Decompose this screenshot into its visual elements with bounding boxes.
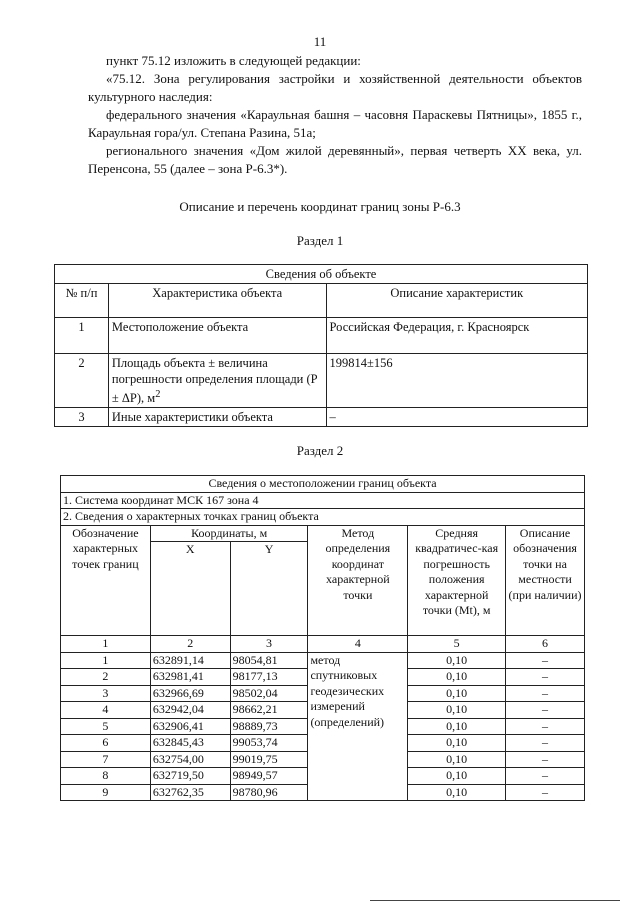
header-description: Описание характеристик [326, 284, 587, 318]
coord-x: 632906,41 [150, 718, 230, 735]
col-number: 2 [150, 636, 230, 653]
intro-line-1: пункт 75.12 изложить в следующей редакции: [106, 53, 361, 68]
row-description: 199814±156 [326, 354, 587, 408]
point-number: 3 [61, 685, 151, 702]
point-description: – [506, 735, 585, 752]
col-number: 6 [506, 636, 585, 653]
mt-value: 0,10 [408, 735, 506, 752]
point-description: – [506, 702, 585, 719]
header-point-description: Описание обозначения точки на местности (при наличии) [506, 525, 585, 636]
mt-value: 0,10 [408, 784, 506, 801]
row-num: 1 [55, 318, 109, 354]
coord-x: 632762,35 [150, 784, 230, 801]
object-info-table [54, 264, 588, 427]
point-number: 4 [61, 702, 151, 719]
row-num: 3 [55, 408, 109, 427]
coord-x: 632966,69 [150, 685, 230, 702]
point-description: – [506, 685, 585, 702]
coord-x: 632719,50 [150, 768, 230, 785]
point-description: – [506, 718, 585, 735]
footer-divider [370, 900, 620, 901]
point-description: – [506, 751, 585, 768]
coord-y: 98889,73 [230, 718, 308, 735]
col-number: 5 [408, 636, 506, 653]
coord-x: 632845,43 [150, 735, 230, 752]
header-x: X [150, 542, 230, 636]
row-characteristic: Иные характеристики объекта [108, 408, 326, 427]
coord-y: 98177,13 [230, 669, 308, 686]
mt-value: 0,10 [408, 652, 506, 669]
zone-heading: Описание и перечень координат границ зоны Р-6.3 [179, 199, 461, 214]
boundary-points-table [60, 475, 585, 801]
point-number: 7 [61, 751, 151, 768]
intro-line-4: регионального значения «Дом жилой деревянный», первая четверть XX века, ул. Перенсона, 55 (далее – зона Р-6.3*). [88, 143, 582, 176]
section1-title: Раздел 1 [296, 233, 344, 248]
table-row [61, 652, 585, 669]
object-table-title: Сведения об объекте [55, 265, 588, 284]
mt-value: 0,10 [408, 751, 506, 768]
header-y: Y [230, 542, 308, 636]
header-coordinates: Координаты, м [150, 525, 308, 542]
coord-y: 99053,74 [230, 735, 308, 752]
row-characteristic: Местоположение объекта [108, 318, 326, 354]
point-number: 5 [61, 718, 151, 735]
coord-x: 632981,41 [150, 669, 230, 686]
header-error: Средняя квадратичес-кая погрешность положения характерной точки (Mt), м [408, 525, 506, 636]
coord-y: 98054,81 [230, 652, 308, 669]
area-label: Площадь объекта ± величина погрешности определения площади (P ± ΔP), м [111, 356, 318, 406]
mt-value: 0,10 [408, 718, 506, 735]
intro-line-3: федерального значения «Караульная башня – часовня Параскевы Пятницы», 1855 г., Караульная гора/ул. Степана Разина, 51а; [88, 107, 582, 140]
header-num: № п/п [55, 284, 109, 318]
page-number: 11 [313, 34, 327, 49]
col-number: 3 [230, 636, 308, 653]
coord-y: 99019,75 [230, 751, 308, 768]
coordinate-system: 1. Система координат МСК 167 зона 4 [61, 492, 585, 509]
area-unit-superscript: 2 [155, 389, 161, 400]
col-number: 4 [308, 636, 408, 653]
coord-y: 98949,57 [230, 768, 308, 785]
method-cell: метод спутниковых геодезических измерений (определений) [308, 652, 408, 801]
point-number: 1 [61, 652, 151, 669]
mt-value: 0,10 [408, 685, 506, 702]
coord-x: 632891,14 [150, 652, 230, 669]
point-description: – [506, 784, 585, 801]
coord-x: 632754,00 [150, 751, 230, 768]
coord-y: 98662,21 [230, 702, 308, 719]
point-number: 9 [61, 784, 151, 801]
col-number: 1 [61, 636, 151, 653]
mt-value: 0,10 [408, 702, 506, 719]
point-description: – [506, 669, 585, 686]
row-description: Российская Федерация, г. Красноярск [326, 318, 587, 354]
point-description: – [506, 652, 585, 669]
header-designation: Обозначение характерных точек границ [61, 525, 151, 636]
row-description: – [326, 408, 587, 427]
header-method: Метод определения координат характерной точки [308, 525, 408, 636]
row-characteristic [108, 354, 326, 408]
section2-title: Раздел 2 [296, 443, 344, 458]
row-num: 2 [55, 354, 109, 408]
mt-value: 0,10 [408, 669, 506, 686]
location-table-title: Сведения о местоположении границ объекта [61, 476, 585, 493]
intro-line-2: «75.12. Зона регулирования застройки и хозяйственной деятельности объектов культурного наследия: [88, 71, 582, 104]
point-description: – [506, 768, 585, 785]
mt-value: 0,10 [408, 768, 506, 785]
points-title: 2. Сведения о характерных точках границ объекта [61, 509, 585, 526]
coord-x: 632942,04 [150, 702, 230, 719]
point-number: 8 [61, 768, 151, 785]
point-number: 2 [61, 669, 151, 686]
coord-y: 98780,96 [230, 784, 308, 801]
point-number: 6 [61, 735, 151, 752]
header-characteristic: Характеристика объекта [108, 284, 326, 318]
coord-y: 98502,04 [230, 685, 308, 702]
